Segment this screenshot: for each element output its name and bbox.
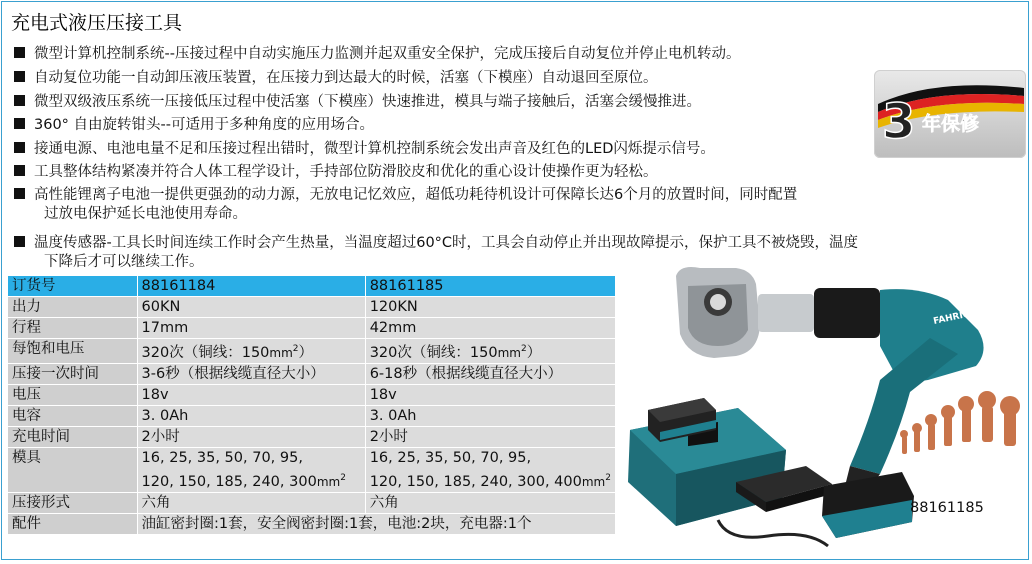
badge-number: 3 — [882, 94, 916, 150]
cell-value: 320次（铜线：$150mm^2$） — [137, 339, 365, 364]
feature-text: 自动复位功能一自动卸压液压装置，在压接力到达最大的时候，活塞（下模座）自动退回至原位。 — [34, 70, 658, 86]
table-row — [8, 339, 616, 364]
feature-text: 接通电源、电池电量不足和压接过程出错时，微型计算机控制系统会发出声音及红色的LED闪烁提示信号。 — [34, 141, 715, 157]
row-label: 压接一次时间 — [8, 363, 137, 384]
table-row — [8, 297, 616, 318]
table-row — [8, 426, 616, 447]
feature-item — [14, 186, 797, 224]
feature-text: 360° 自由旋转钳头--可适用于多种角度的应用场合。 — [34, 117, 374, 133]
table-row — [8, 384, 616, 405]
feature-text: 高性能锂离子电池一提供更强劲的动力源，无放电记忆效应，超低功耗待机设计可保障长达6个月的放置时间，同时配置 — [34, 187, 798, 203]
table-row — [8, 513, 616, 534]
badge-text: 年保修 — [922, 113, 980, 135]
table-row — [8, 405, 616, 426]
table-row — [8, 363, 616, 384]
bullet-square-icon — [14, 236, 25, 247]
row-label: 压接形式 — [8, 492, 137, 513]
cell-value: 2小时 — [365, 426, 615, 447]
copper-lugs-icon — [900, 391, 1020, 454]
spec-table — [8, 276, 616, 535]
page-title: 充电式液压压接工具 — [11, 12, 183, 34]
cell-value: 60KN — [137, 297, 365, 318]
page — [1, 1, 1029, 560]
cell-value: 120KN — [365, 297, 615, 318]
bullet-square-icon — [14, 165, 25, 176]
cell-value: 18v — [137, 384, 365, 405]
feature-item — [14, 45, 740, 64]
table-row — [8, 492, 616, 513]
feature-text: 工具整体结构紧凑并符合人体工程学设计，手持部位防滑胶皮和优化的重心设计使操作更为轻松。 — [34, 164, 658, 180]
row-label: 每饱和电压 — [8, 339, 137, 364]
row-label: 充电时间 — [8, 426, 137, 447]
table-header-row — [8, 276, 616, 297]
warranty-badge-graphic — [874, 70, 1026, 158]
feature-item — [14, 93, 701, 112]
cell-value: 16, 25, 35, 50, 70, 95, 120, 150, 185, 240, 300, $400mm^2$ — [365, 447, 615, 492]
header-label: 订货号 — [8, 276, 137, 297]
cell-value: 320次（铜线：$150mm^2$） — [365, 339, 615, 364]
bullet-square-icon — [14, 47, 25, 58]
row-label: 电容 — [8, 405, 137, 426]
cell-value: 2小时 — [137, 426, 365, 447]
cell-value: 六角 — [137, 492, 365, 513]
cell-value: 6-18秒（根据线缆直径大小） — [365, 363, 615, 384]
cell-value: 16, 25, 35, 50, 70, 95, 120, 150, 185, 240, $300mm^2$ — [137, 447, 365, 492]
row-label: 行程 — [8, 318, 137, 339]
header-model-2: 88161185 — [365, 276, 615, 297]
feature-text: 微型计算机控制系统--压接过程中自动实施压力监测并起双重安全保护，完成压接后自动复位并停止电机转动。 — [34, 46, 741, 62]
feature-item — [14, 116, 374, 135]
cell-value: 42mm — [365, 318, 615, 339]
cell-value: 3. 0Ah — [137, 405, 365, 426]
bullet-square-icon — [14, 95, 25, 106]
row-label: 出力 — [8, 297, 137, 318]
feature-text-continued: 下降后才可以继续工作。 — [44, 254, 204, 270]
cell-value-span: 油缸密封圈:1套，安全阀密封圈:1套，电池:2块，充电器:1个 — [137, 513, 615, 534]
tool-head-icon — [676, 267, 880, 358]
row-label: 电压 — [8, 384, 137, 405]
feature-text: 温度传感器-工具长时间连续工作时会产生热量，当温度超过60°C时，工具会自动停止并出现故障提示，保护工具不被烧毁，温度 — [34, 235, 859, 251]
row-label: 配件 — [8, 513, 137, 534]
row-label: 模具 — [8, 447, 137, 492]
bullet-square-icon — [14, 118, 25, 129]
bullet-square-icon — [14, 71, 25, 82]
table-row — [8, 318, 616, 339]
feature-text-continued: 过放电保护延长电池使用寿命。 — [44, 206, 247, 222]
product-model-label: 88161185 — [910, 500, 984, 516]
cell-value: 17mm — [137, 318, 365, 339]
brand-label: FAHRION — [932, 307, 979, 327]
cell-value: 18v — [365, 384, 615, 405]
cell-value: 3. 0Ah — [365, 405, 615, 426]
warranty-badge — [874, 70, 1026, 158]
cell-value: 六角 — [365, 492, 615, 513]
table-row — [8, 447, 616, 492]
header-model-1: 88161184 — [137, 276, 365, 297]
cell-value: 3-6秒（根据线缆直径大小） — [137, 363, 365, 384]
feature-item — [14, 69, 658, 88]
bullet-square-icon — [14, 188, 25, 199]
feature-item — [14, 140, 715, 159]
feature-item — [14, 163, 658, 182]
bullet-square-icon — [14, 142, 25, 153]
feature-text: 微型双级液压系统一压接低压过程中使活塞（下模座）快速推进，模具与端子接触后，活塞会缓慢推进。 — [34, 94, 701, 110]
